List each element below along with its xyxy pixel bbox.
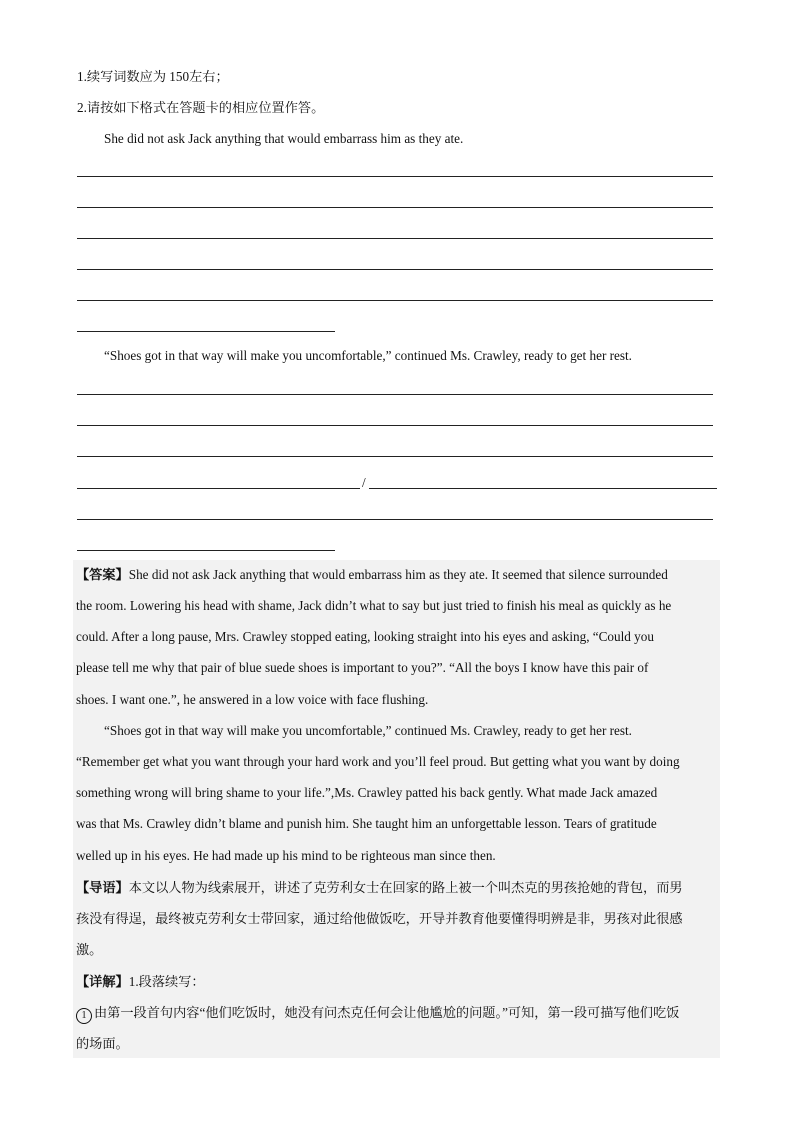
answer-line-2: the room. Lowering his head with shame, Jack didn’t what to say but just tried to finish his meal as quickly as he (76, 598, 672, 613)
answer-text: She did not ask Jack anything that would embarrass him as they ate. It seemed that silence surrounded (128, 567, 668, 582)
writing-line-short (77, 331, 335, 332)
writing-line (77, 456, 713, 457)
writing-line (77, 176, 713, 177)
guide-line-2: 孩没有得逞，最终被克劳利女士带回家，通过给他做饭吃，开导并教育他要懂得明辨是非，男孩对此很感 (76, 911, 683, 926)
detail-point-1-line-2: 的场面。 (76, 1036, 129, 1051)
circled-number-1: 1 (76, 1008, 92, 1024)
writing-line (77, 269, 713, 270)
detail-label: 【详解】 (76, 974, 129, 989)
answer-line-1 (76, 566, 668, 584)
answer-line-7: “Remember get what you want through your hard work and you’ll feel proud. But getting what you want by doing (76, 754, 680, 769)
instruction-format: 2.请按如下格式在答题卡的相应位置作答。 (77, 100, 325, 115)
answer-line-9: was that Ms. Crawley didn’t blame and punish him. She taught him an unforgettable lesson. Tears of gratitude (76, 816, 657, 831)
writing-line (77, 300, 713, 301)
guide-label: 【导语】 (76, 880, 129, 895)
detail-point-1-line-1: 1 由第一段首句内容“他们吃饭时，她没有问杰克任何会让他尴尬的问题。”可知，第一段可描写他们吃饭 (76, 1004, 679, 1024)
instruction-word-count: 1.续写词数应为 150左右； (77, 69, 229, 84)
writing-line (77, 394, 713, 395)
writing-line (77, 207, 713, 208)
writing-line (77, 425, 713, 426)
detail-heading: 【详解】1.段落续写： (76, 974, 205, 989)
writing-line-short (77, 550, 335, 551)
answer-line-5: shoes. I want one.”, he answered in a low voice with face flushing. (76, 692, 429, 707)
writing-line (77, 519, 713, 520)
writing-line-left (77, 488, 360, 489)
guide-line-3: 激。 (76, 942, 103, 957)
answer-line-6: “Shoes got in that way will make you uncomfortable,” continued Ms. Crawley, ready to get her rest. (104, 723, 632, 738)
answer-line-4: please tell me why that pair of blue suede shoes is important to you?”. “All the boys I know have this pair of (76, 660, 649, 675)
paragraph-2-opening: “Shoes got in that way will make you uncomfortable,” continued Ms. Crawley, ready to get her rest. (104, 348, 632, 363)
guide-line-1: 【导语】本文以人物为线索展开，讲述了克劳利女士在回家的路上被一个叫杰克的男孩抢她的背包，而男 (76, 880, 683, 895)
answer-label: 【答案】 (76, 567, 129, 582)
writing-line (77, 238, 713, 239)
answer-line-8: something wrong will bring shame to your life.”,Ms. Crawley patted his back gently. What made Jack amazed (76, 785, 658, 800)
answer-line-3: could. After a long pause, Mrs. Crawley stopped eating, looking straight into his eyes and asking, “Could you (76, 629, 654, 644)
answer-line-10: welled up in his eyes. He had made up his mind to be righteous man since then. (76, 848, 496, 863)
slash-mark: / (362, 475, 366, 490)
paragraph-1-opening: She did not ask Jack anything that would embarrass him as they ate. (104, 131, 464, 146)
writing-line-right (369, 488, 717, 489)
